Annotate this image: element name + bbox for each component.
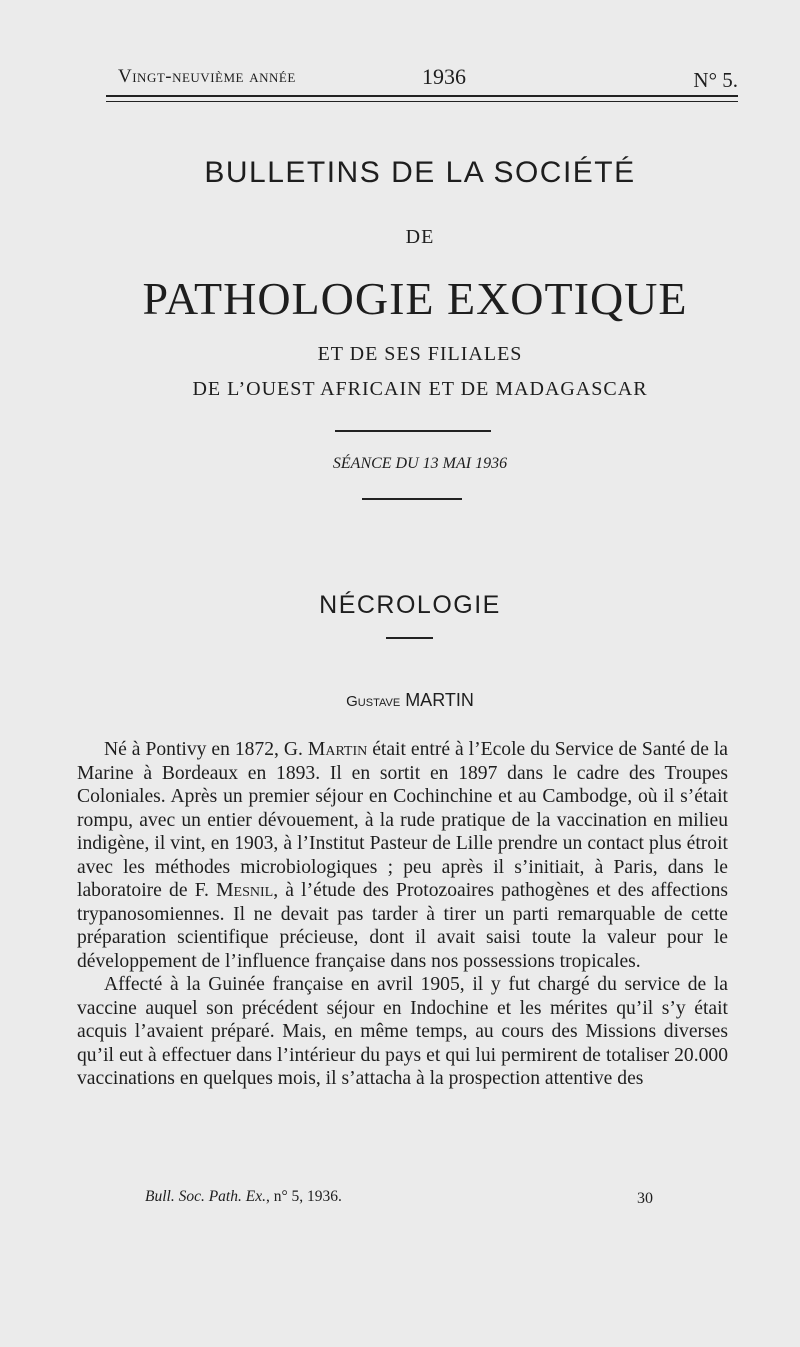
journal-title-main: PATHOLOGIE EXOTIQUE: [142, 273, 688, 324]
section-divider: [386, 637, 433, 639]
issue-citation: , n° 5, 1936.: [265, 1188, 342, 1205]
paragraph-2: Affecté à la Guinée française en avril 1905, il y fut chargé du service de la vaccine auquel son précédent séjour en Indochine et les mérites qu’il s’y était acquis l’avaient préparé. Mais, en même temps, au cours des Missions diverses qu’il eut à effectuer dans l’intérieur du pays et qui lui permirent de totaliser 20.000 vaccinations en quelques mois, il s’attacha à la prospection attentive des: [77, 974, 728, 1089]
surname-mesnil: Mesnil: [216, 880, 274, 901]
volume-year: Vingt-neuvième année: [118, 66, 296, 87]
subject-given-name: Gustave: [346, 693, 401, 710]
journal-abbreviation: Bull. Soc. Path. Ex.: [145, 1188, 266, 1205]
header-double-rule: [106, 95, 738, 102]
text-run: était entré à l’Ecole du Service de Santé de la Marine à Bordeaux en 1893. Il en sortit en 1897 dans le cadre des Troupes Coloniales. Après un premier séjour en Cochinchine et au Cambodge, où il s’était rompu, avec un entier dévouement, à la rude pratique de la vaccination en milieu indigène, il vint, en 1903, à l’Institut Pasteur de Lille prendre un contact plus étroit avec les méthodes microbiologiques ; peu après il s’initiait, à Paris, dans le laboratoire de F.: [77, 739, 729, 901]
paragraph-1: [77, 738, 728, 973]
page-number: 30: [637, 1190, 653, 1207]
text-run: , à l’étude des Protozoaires pathogènes et des affections trypanosomiennes. Il ne devait pas tarder à tirer un parti remarquable de cette préparation scientifique précieuse, dont il avait saisi toute la valeur pour le développement de l’influence française dans nos possessions tropicales.: [77, 880, 728, 972]
text-run: Né à Pontivy en 1872, G.: [104, 739, 308, 760]
journal-title-de: DE: [405, 226, 435, 248]
surname-martin: Martin: [307, 739, 368, 760]
issue-number: N° 5.: [693, 68, 738, 92]
journal-subtitle-1: ET DE SES FILIALES: [317, 343, 523, 365]
article-body: [77, 738, 728, 1091]
session-date: SÉANCE DU 13 MAI 1936: [332, 455, 508, 472]
obituary-subject: [0, 690, 800, 711]
session-divider: [362, 498, 462, 500]
journal-subtitle-2: DE L’OUEST AFRICAIN ET DE MADAGASCAR: [192, 378, 648, 400]
publication-year: 1936: [422, 64, 466, 89]
subject-family-name: MARTIN: [405, 690, 474, 710]
page-footer: [145, 1188, 653, 1212]
journal-title-line1: BULLETINS DE LA SOCIÉTÉ: [204, 156, 636, 189]
running-head: [106, 64, 738, 92]
title-divider: [335, 430, 491, 432]
section-heading: NÉCROLOGIE: [319, 591, 501, 619]
